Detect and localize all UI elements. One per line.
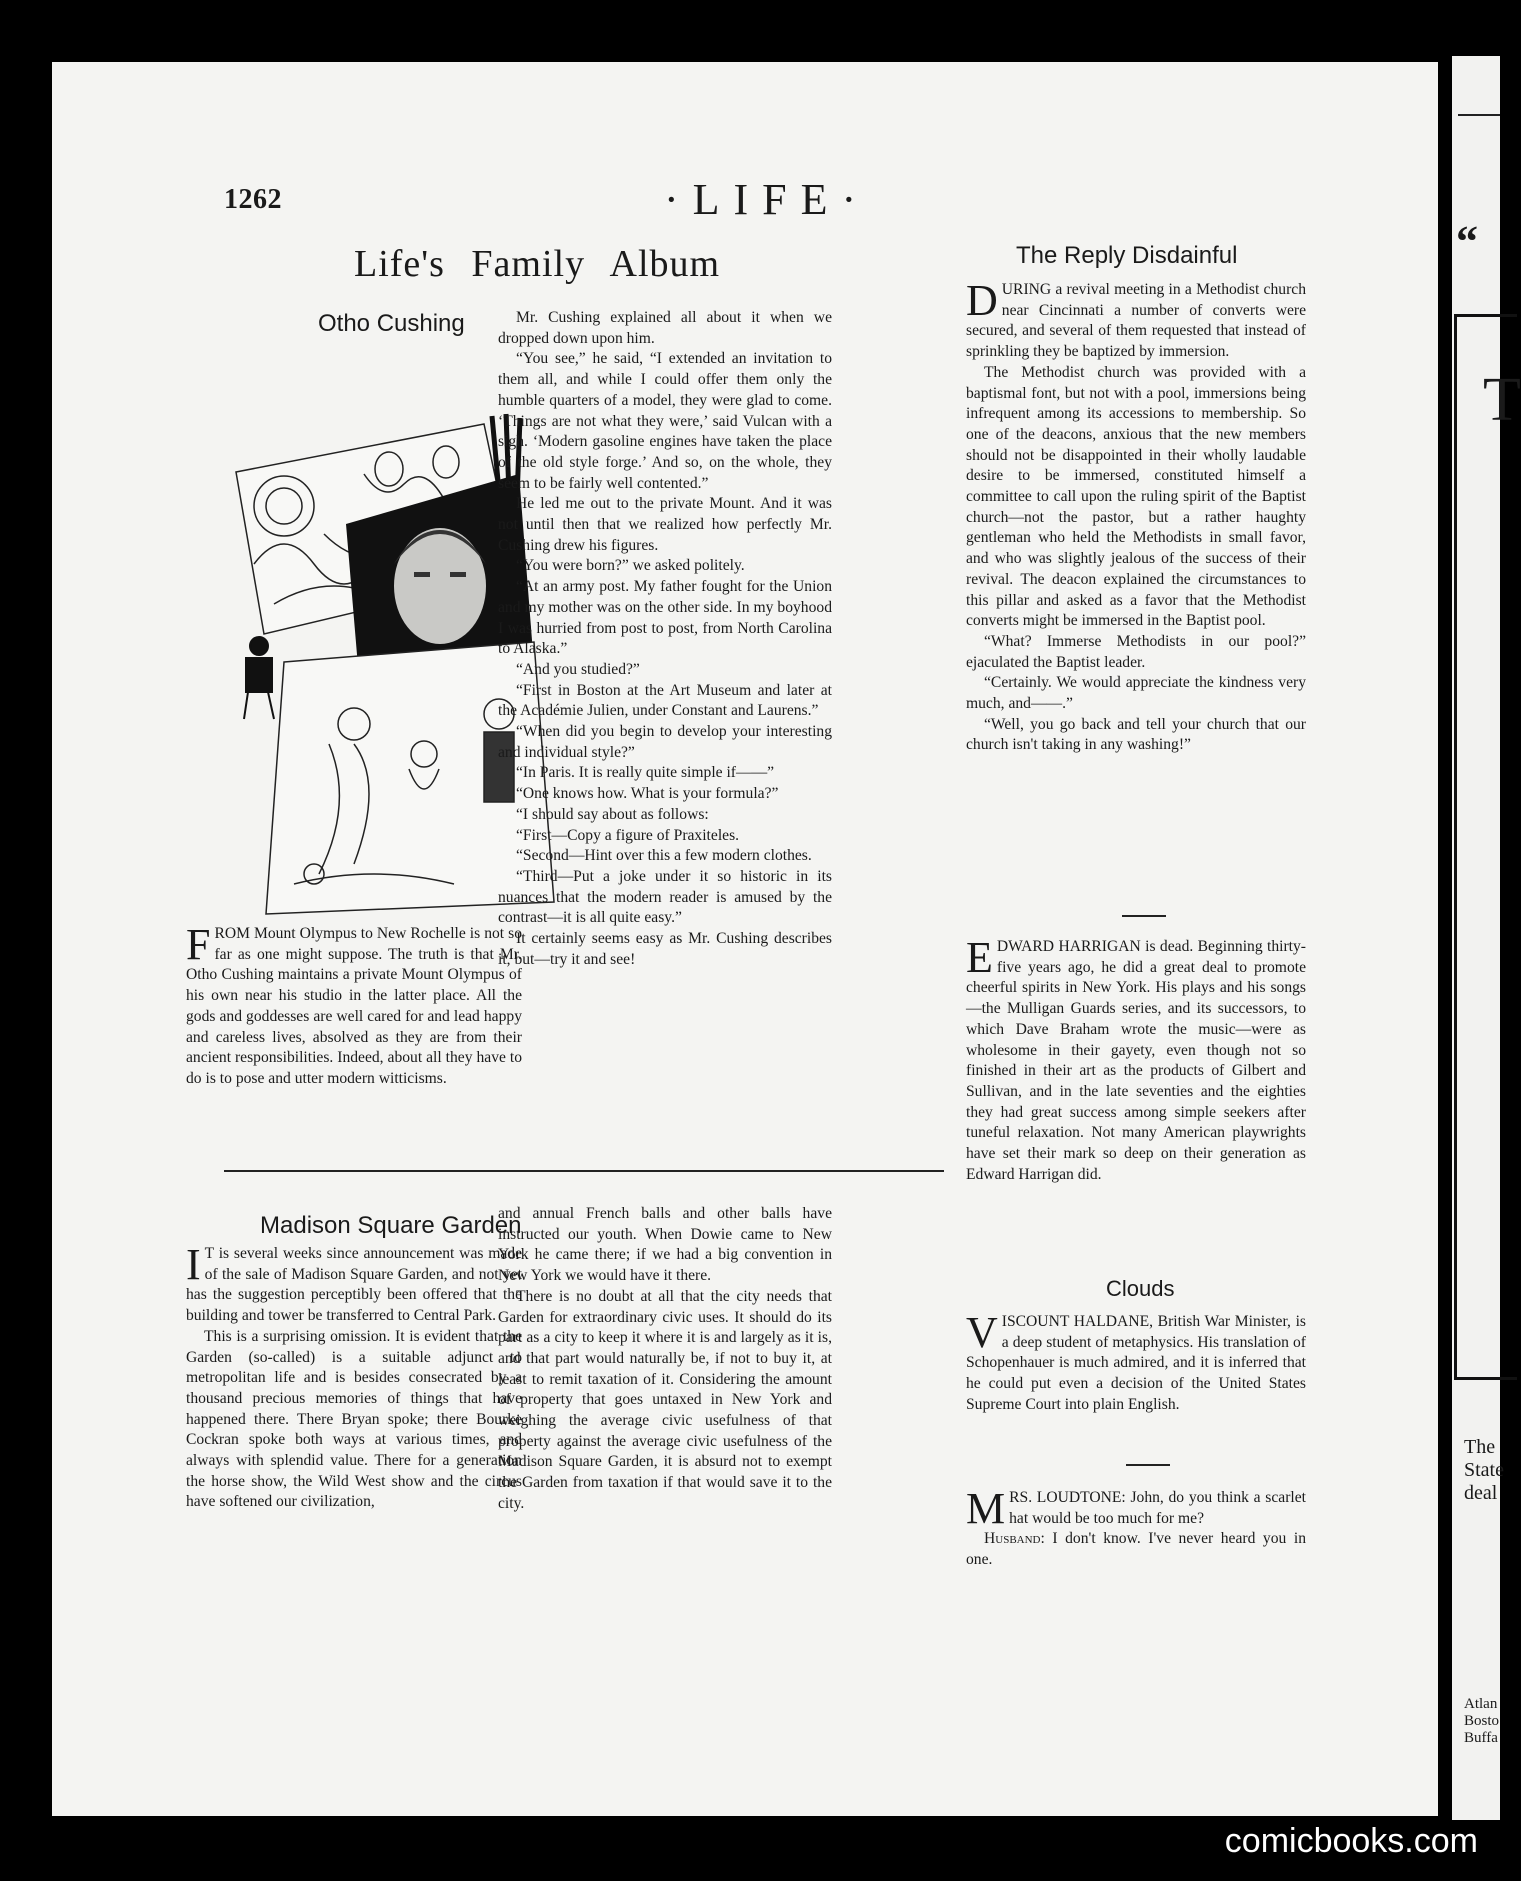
- section-divider: [1122, 915, 1166, 917]
- big-letter: T: [1483, 366, 1521, 434]
- harrigan-text: DWARD HARRIGAN is dead. Beginning thirty-five years ago, he did a great deal to promote cheerful spirits in New York. His plays and his songs—the Mulligan Guards series, and its successors, to which Dave Braham wrote the music—were as wholesome in their gayety, even though not so finished in their art as the products of Gilbert and Sullivan, and in the late seventies and the eighties they had great success among simple seekers after tuneful relaxation. Not many American playwrights have set their mark so deep on their generation as Edward Harrigan did.: [966, 938, 1306, 1183]
- madison-paragraph: This is a surprising omission. It is evident that the Garden (so-called) is a suitable adjunct to metropolitan life and is besides consecrated by a thousand precious memories of things that have happened there. There Bryan spoke; there Bourke Cockran spoke both ways at various times, and always with splendid value. There for a generation the horse show, the Wild West show and the circus have softened our civilization,: [186, 1327, 522, 1511]
- interview-paragraph: “First—Copy a figure of Praxiteles.: [516, 826, 740, 844]
- quote-mark: “: [1456, 217, 1478, 266]
- madison-paragraph: There is no doubt at all that the city needs that Garden for extraordinary civic uses. It should do its part as a city to keep it where it is and largely as it is, and that part would naturally be, if not to buy it, at least to remit taxation of it. Considering the amount of property that goes untaxed in New York and weighing the average civic usefulness of that property against the average civic usefulness of the Madison Square Garden, it is absurd not to exempt the Garden from taxation if that would save it to the city.: [498, 1287, 832, 1512]
- heading-reply-disdainful: The Reply Disdainful: [1016, 242, 1238, 269]
- reply-paragraph: The Methodist church was provided with a baptismal font, but not with a pool, immersions being infrequent among its accessions to membership. So one of the deacons, anxious that the new members should not be disappointed in their wholly laudable desire to be immersed, constituted himself a committee to call upon the ruling spirit of the Baptist church—not the pastor, but a rather haughty gentleman who held the Methodists in small favor, and who was slightly jealous of the success of their revival. The deacon explained the circumstances to this pillar and asked as a favor that the Methodist converts might be immersed in the Baptist pool.: [966, 363, 1306, 630]
- drop-cap-e: E: [966, 933, 993, 982]
- reply-lead-text: URING a revival meeting in a Methodist church near Cincinnati a number of converts were secured, and several of them requested that instead of sprinkling they be baptized by immersion.: [966, 281, 1306, 361]
- magazine-page: [52, 62, 1438, 1816]
- heading-clouds: Clouds: [1106, 1276, 1175, 1301]
- interview-paragraph: Mr. Cushing explained all about it when we dropped down upon him.: [498, 309, 832, 347]
- harrigan-item: [966, 933, 1306, 1185]
- reply-disdainful-story: [966, 276, 1306, 756]
- ad-box: [1454, 314, 1521, 1380]
- interview-paragraph: “Third—Put a joke under it so historic in its nuances that the modern reader is amused by the contrast—it is all quite easy.”: [498, 867, 832, 927]
- partial-line: Bosto: [1464, 1713, 1500, 1729]
- husband-label: Husband: [984, 1530, 1041, 1548]
- madison-paragraph: and annual French balls and other balls have instructed our youth. When Dowie came to New York he came there; if we had a big convention in New York we would have it there.: [498, 1205, 832, 1285]
- interview-paragraph: He led me out to the private Mount. And it was not until then that we realized how perfectly Mr. Cushing drew his figures.: [498, 495, 832, 554]
- loudtone-joke: [966, 1484, 1306, 1571]
- madison-col2: [498, 1204, 832, 1515]
- partial-line: The: [1464, 1436, 1496, 1458]
- interview-paragraph: “At an army post. My father fought for the Union and my mother was on the other side. In my boyhood I was hurried from post to post, from North Carolina to Alaska.”: [498, 578, 832, 658]
- col1-intro: [186, 920, 522, 1090]
- loudtone-text: RS. LOUDTONE: John, do you think a scarlet hat would be too much for me?: [1009, 1489, 1306, 1527]
- artist-at-easel-sketch: [244, 637, 274, 719]
- partial-footer: [1464, 1696, 1499, 1747]
- drop-cap-v: V: [966, 1308, 998, 1357]
- reply-paragraph: “Well, you go back and tell your church that our church isn't taking in any washing!”: [966, 715, 1306, 754]
- partial-line: Buffa: [1464, 1730, 1498, 1746]
- adjacent-page-edge: [1452, 56, 1521, 1820]
- clouds-text: ISCOUNT HALDANE, British War Minister, is a deep student of metaphysics. His translation of Schopenhauer is much admired, and it is inferred that he could put even a decision of the United States Supreme Court into plain English.: [966, 1313, 1306, 1413]
- partial-line: deal: [1464, 1482, 1498, 1504]
- rule: [1458, 114, 1500, 116]
- reply-paragraph: “Certainly. We would appreciate the kindness very much, and——.”: [966, 674, 1306, 713]
- interview-paragraph: “And you studied?”: [516, 660, 640, 678]
- interview-paragraph: “You were born?” we asked politely.: [516, 557, 745, 575]
- clouds-item: [966, 1308, 1306, 1416]
- drop-cap-i: I: [186, 1240, 201, 1289]
- masthead: ·LIFE·: [664, 175, 871, 224]
- col1-intro-text: ROM Mount Olympus to New Rochelle is not so far as one might suppose. The truth is that Mr. Otho Cushing maintains a private Mount Olympus of his own near his studio in the latter place. All the gods and goddesses are well cared for and lead happy and careless lives, absolved as they are from their ancient responsibilities. Indeed, about all they have to do is to pose and utter modern witticisms.: [186, 925, 522, 1087]
- interview-paragraph: “In Paris. It is really quite simple if——”: [516, 764, 775, 782]
- interview-paragraph: “First in Boston at the Art Museum and later at the Académie Julien, under Constant and Laurens.”: [498, 681, 832, 720]
- horizontal-rule: [224, 1170, 944, 1172]
- heading-madison-square-garden: Madison Square Garden: [260, 1212, 522, 1239]
- page-number: 1262: [224, 184, 282, 215]
- husband-text: : I don't know. I've never heard you in one.: [966, 1530, 1306, 1569]
- partial-line: Atlan: [1464, 1696, 1498, 1712]
- section-divider: [1126, 1464, 1170, 1466]
- interview-paragraph: “Second—Hint over this a few modern clothes.: [516, 847, 812, 865]
- subhead-otho-cushing: Otho Cushing: [318, 310, 465, 337]
- drop-cap-f: F: [186, 920, 211, 969]
- drop-cap-m: M: [966, 1484, 1006, 1533]
- partial-line: State: [1464, 1459, 1504, 1481]
- article-title: Life's Family Album: [354, 243, 721, 285]
- interview-paragraph: It certainly seems easy as Mr. Cushing describes it, but—try it and see!: [498, 930, 832, 968]
- reply-paragraph: “What? Immerse Methodists in our pool?” ejaculated the Baptist leader.: [966, 632, 1306, 671]
- watermark: comicbooks.com: [1224, 1822, 1478, 1860]
- interview-paragraph: “You see,” he said, “I extended an invitation to them all, and while I could offer them only the humble quarters of a model, they were glad to come. ‘Things are not what they were,’ said Vulcan with a sigh. ‘Modern gasoline engines have taken the place of the old style forge.’ And so, on the whole, they seem to be fairly well contented.”: [498, 350, 832, 492]
- madison-col1: [186, 1240, 522, 1513]
- interview-paragraph: “I should say about as follows:: [516, 805, 709, 823]
- col2-interview: [498, 308, 832, 971]
- partial-text: [1464, 1436, 1504, 1505]
- interview-paragraph: “One knows how. What is your formula?”: [516, 785, 779, 803]
- drop-cap-d: D: [966, 276, 998, 325]
- madison-lead: T is several weeks since announcement was made of the sale of Madison Square Garden, and not yet has the suggestion perceptibly been offered that the building and tower be transferred to Central Park.: [186, 1245, 522, 1325]
- interview-paragraph: “When did you begin to develop your interesting and individual style?”: [498, 723, 832, 761]
